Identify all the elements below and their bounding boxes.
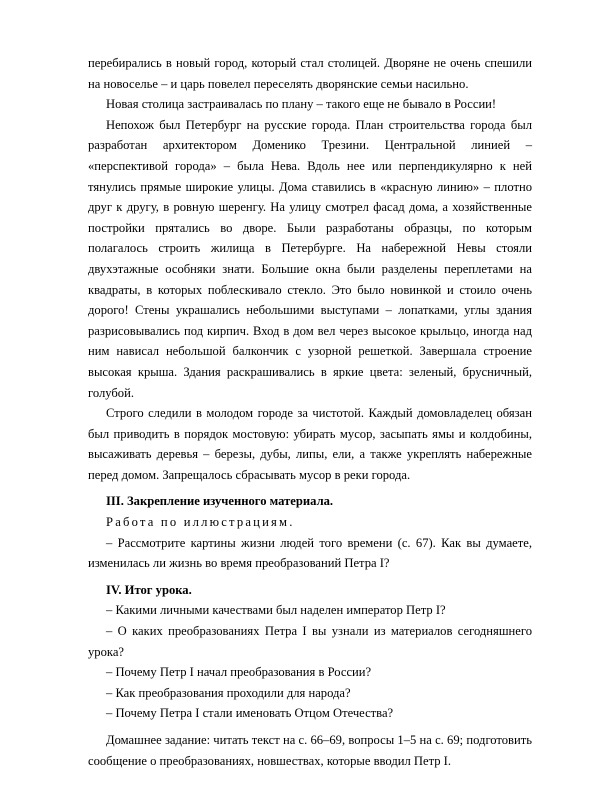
section-3-question: – Рассмотрите картины жизни людей того времени (с. 67). Как вы думаете, изменилась ли жизнь во время преобразований Петра I? [88,535,532,571]
paragraph-continuation: перебирались в новый город, который стал столицей. Дворяне не очень спешили на новоселье – и царь повелел переселять дворянские семьи насильно. [88,56,532,91]
paragraph-cleanliness: Строго следили в молодом городе за чистотой. Каждый домовладелец обязан был приводить в порядок мостовую: убирать мусор, засыпать ямы и колдобины, высаживать деревья – березы, дубы, липы, ели, а также укреплять набережные перед домом. Запрещалось сбрасывать мусор в реки города. [88,406,532,482]
section-3-subheading: Работа по иллюстрациям. [106,515,295,530]
section-4-heading: IV. Итог урока. [106,582,192,597]
summary-question: – Как преобразования проходили для народа? [106,685,351,700]
summary-question: – Какими личными качествами был наделен император Петр I? [106,603,446,618]
document-body [88,53,532,771]
paragraph-city-plan: Непохож был Петербург на русские города. План строительства города был разработан архитектором Доменико Трезини. Центральной линией – «перспективой города» – была Нева. Вдоль нее или перпендикулярно к ней тянулись прямые широкие улицы. Дома ставились в «красную линию» – плотно друг к другу, в ровную шеренгу. На улицу смотрел фасад дома, а хозяйственные постройки прятались во дворе. Были разработаны образцы, по которым полагалось строить жилища в Петербурге. На набережной Невы стояли двухэтажные особняки знати. Большие окна были разделены переплетами на квадраты, в которых поблескивало стекло. Это было новинкой и стоило очень дорого! Стены украшались небольшими выступами – лопатками, углы здания разрисовывались под кирпич. Вход в дом вел через высокое крыльцо, иногда над ним нависал небольшой балкончик с узорной решеткой. Завершала строение высокая крыша. Здания раскрашивались в яркие цвета: зеленый, брусничный, голубой. [88,117,532,400]
summary-question: – О каких преобразованиях Петра I вы узнали из материалов сегодняшнего урока? [88,624,532,659]
homework-text: Домашнее задание: читать текст на с. 66–69, вопросы 1–5 на с. 69; подготовить сообщение о преобразованиях, новшествах, которые вводил Петр I. [88,733,532,768]
paragraph-new-capital: Новая столица застраивалась по плану – такого еще не бывало в России! [106,97,497,112]
summary-question: – Почему Петр I начал преобразования в России? [106,665,372,680]
summary-question: – Почему Петра I стали именовать Отцом Отечества? [106,706,394,721]
section-3-heading: III. Закрепление изученного материала. [106,494,334,509]
